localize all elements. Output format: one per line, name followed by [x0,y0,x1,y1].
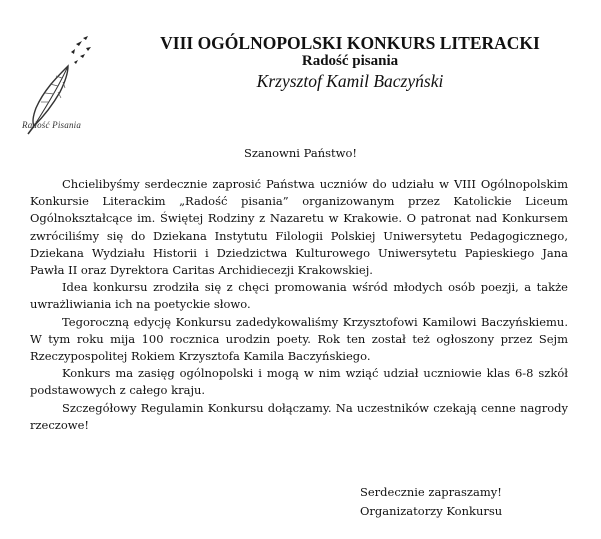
contest-logo [16,26,116,138]
closing [360,483,502,521]
paragraph-dedication: Tegoroczną edycję Konkursu zadedykowaliśmy Krzysztofowi Kamilowi Baczyńskiemu. W tym roku mija 100 rocznica urodzin poety. Rok ten został też ogłoszony przez Sejm Rzeczypospolitej Rokiem Krzysztofa Kamila Baczyńskiego. [30,314,568,364]
logo-caption: Radość Pisania [22,120,82,130]
paragraph-invitation: Chcielibyśmy serdecznie zaprosić Państwa uczniów do udziału w VIII Ogólnopolskim Konkursie Literackim „Radość pisania” organizowanym przez Katolickie Liceum Ogólnokształcące im. Świętej Rodziny z Nazaretu w Krakowie. O patronat nad Konkursem zwróciliśmy się do Dziekana Instytutu Filologii Polskiej Uniwersytetu Pedagogicznego, Dziekana Wydziału Historii i Dziedzictwa Kulturowego Uniwersytetu Papieskiego Jana Pawła II oraz Dyrektora Caritas Archidiecezji Krakowskiej. [30,177,568,278]
paragraph-scope: Konkurs ma zasięg ogólnopolski i mogą w nim wziąć udział uczniowie klas 6-8 szkół podstawowych z całego kraju. [30,366,568,398]
contest-subtitle: Radość pisania [301,53,399,69]
closing-signature: Organizatorzy Konkursu [360,504,503,518]
paragraph-idea: Idea konkursu zrodziła się z chęci promowania wśród młodych osób poezji, a także uwrażliwiania ich na poetyckie słowo. [30,280,568,312]
greeting: Szanowni Państwo! [243,146,358,160]
closing-invitation: Serdecznie zapraszamy! [360,485,502,499]
paragraph-rules: Szczegółowy Regulamin Konkursu dołączamy. Na uczestników czekają cenne nagrody rzeczowe! [30,400,568,432]
letter-body [30,176,568,434]
contest-title: VIII OGÓLNOPOLSKI KONKURS LITERACKI [160,33,540,53]
contest-patron: Krzysztof Kamil Baczyński [256,71,444,91]
